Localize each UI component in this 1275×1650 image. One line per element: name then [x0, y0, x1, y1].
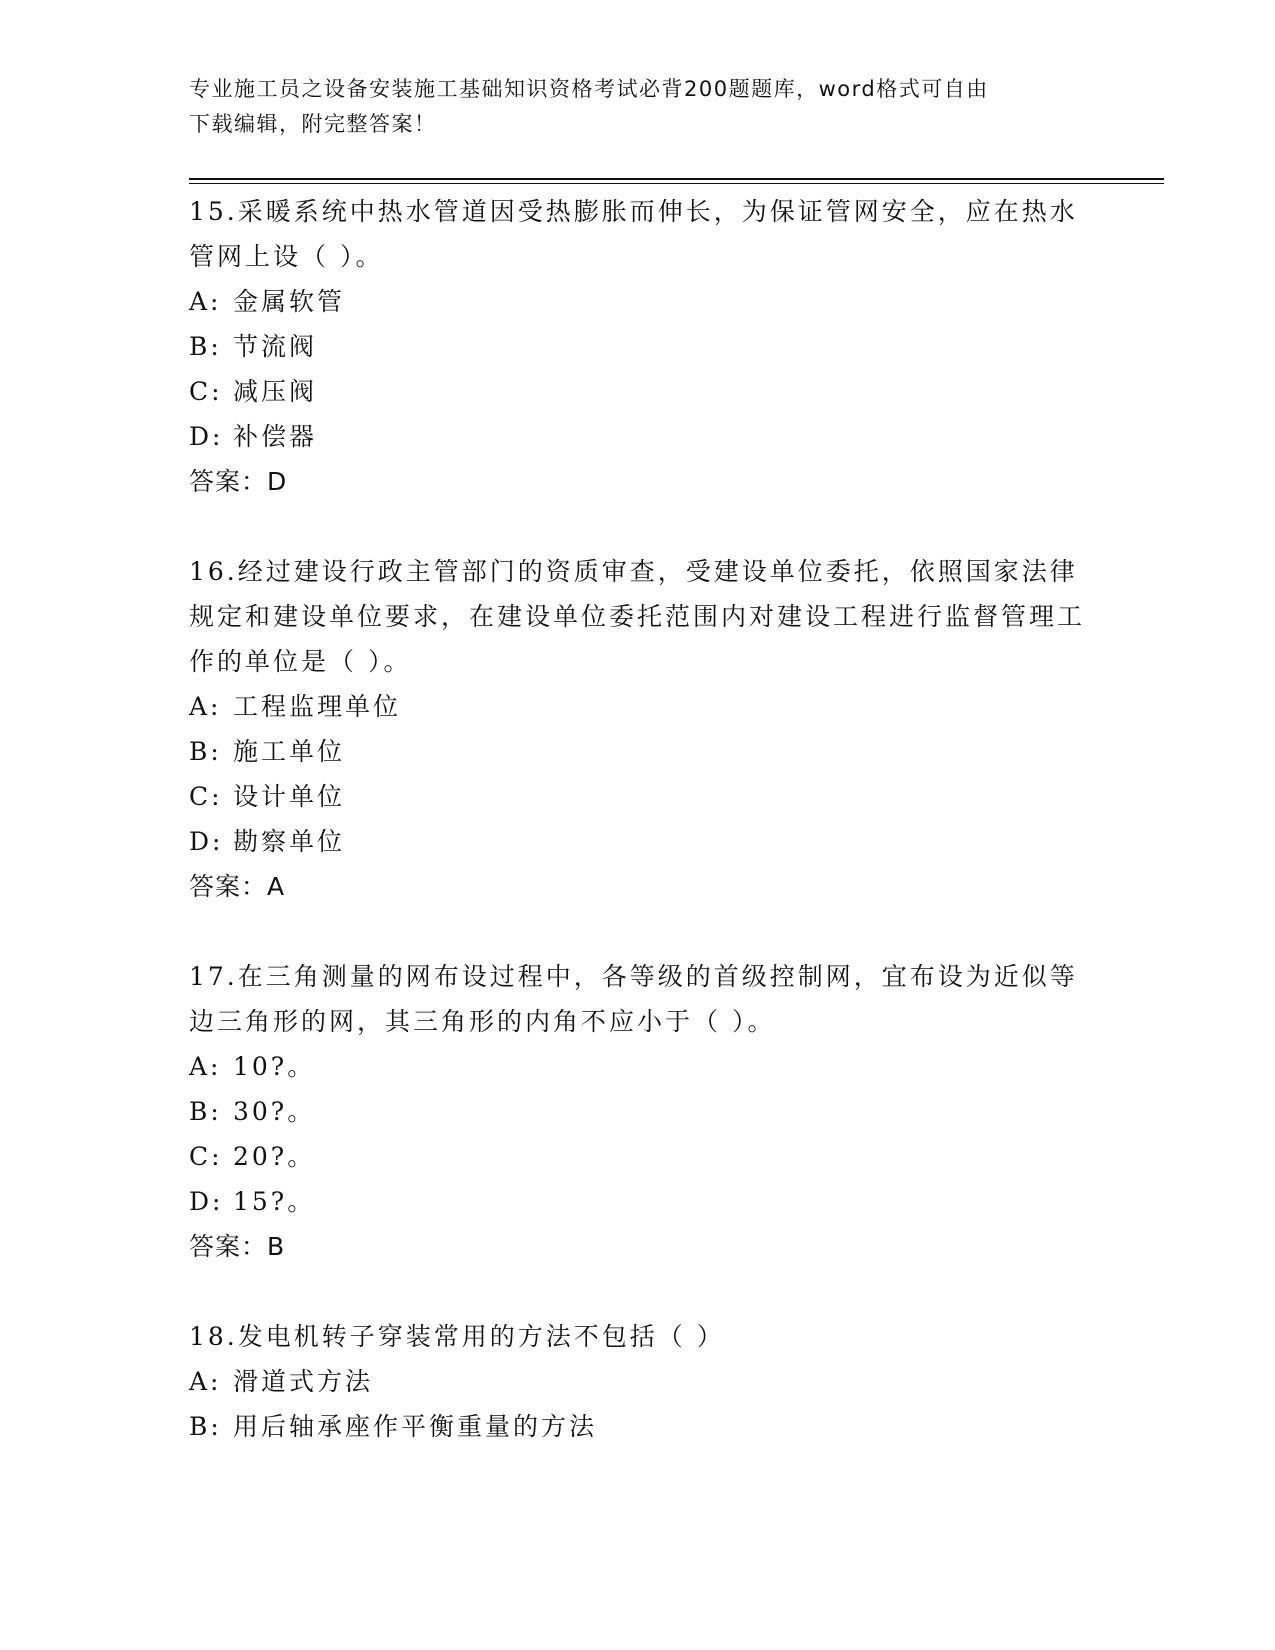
option-row	[189, 414, 1089, 459]
question-stem: 16.经过建设行政主管部门的资质审查，受建设单位委托，依照国家法律规定和建设单位要求，在建设单位委托范围内对建设工程进行监督管理工作的单位是（ ）。	[189, 557, 1086, 676]
answer-line: 答案：A	[189, 872, 286, 901]
option-row	[189, 1179, 1089, 1224]
option-letter: B:	[189, 1097, 222, 1126]
option-row	[189, 684, 1089, 729]
question-stem: 18.发电机转子穿装常用的方法不包括（ ）	[189, 1322, 725, 1351]
header-line-1: 专业施工员之设备安装施工基础知识资格考试必背200题题库，word格式可自由	[189, 77, 989, 101]
option-letter: C:	[189, 782, 223, 811]
answer-line: 答案：B	[189, 1232, 286, 1261]
option-letter: D:	[189, 422, 224, 451]
option-row	[189, 1359, 1089, 1404]
option-row	[189, 1404, 1089, 1449]
option-letter: B:	[189, 737, 222, 766]
question-block	[189, 189, 1089, 504]
option-text: 滑道式方法	[233, 1367, 374, 1396]
option-text: 30?。	[233, 1097, 316, 1126]
option-text: 10?。	[233, 1052, 316, 1081]
header-divider-thin	[189, 183, 1164, 184]
option-row	[189, 819, 1089, 864]
option-letter: A:	[189, 692, 222, 721]
option-row	[189, 729, 1089, 774]
document-header	[189, 72, 1069, 142]
option-letter: C:	[189, 1142, 223, 1171]
option-row	[189, 324, 1089, 369]
option-text: 补偿器	[233, 422, 318, 451]
option-letter: D:	[189, 827, 224, 856]
header-line-2: 下载编辑，附完整答案！	[189, 112, 437, 136]
option-row	[189, 279, 1089, 324]
option-text: 勘察单位	[233, 827, 346, 856]
answer-line: 答案：D	[189, 467, 288, 496]
option-text: 15?。	[233, 1187, 316, 1216]
option-row	[189, 1044, 1089, 1089]
option-text: 金属软管	[233, 287, 346, 316]
option-text: 20?。	[233, 1142, 316, 1171]
option-text: 工程监理单位	[233, 692, 402, 721]
option-letter: B:	[189, 332, 222, 361]
question-stem: 15.采暖系统中热水管道因受热膨胀而伸长，为保证管网安全，应在热水管网上设（ ）。	[189, 197, 1078, 271]
header-divider	[189, 178, 1164, 180]
option-letter: D:	[189, 1187, 224, 1216]
option-text: 设计单位	[233, 782, 346, 811]
option-text: 施工单位	[233, 737, 346, 766]
option-text: 用后轴承座作平衡重量的方法	[233, 1412, 598, 1441]
option-letter: A:	[189, 287, 222, 316]
option-row	[189, 369, 1089, 414]
option-row	[189, 774, 1089, 819]
option-row	[189, 1089, 1089, 1134]
option-letter: A:	[189, 1052, 222, 1081]
option-row	[189, 1134, 1089, 1179]
question-list	[189, 189, 1089, 1494]
option-text: 节流阀	[233, 332, 318, 361]
question-stem: 17.在三角测量的网布设过程中，各等级的首级控制网，宜布设为近似等边三角形的网，其三角形的内角不应小于（ ）。	[189, 962, 1078, 1036]
question-block	[189, 549, 1089, 909]
question-block	[189, 954, 1089, 1269]
option-letter: C:	[189, 377, 223, 406]
question-block	[189, 1314, 1089, 1449]
option-letter: A:	[189, 1367, 222, 1396]
option-letter: B:	[189, 1412, 222, 1441]
option-text: 减压阀	[233, 377, 318, 406]
